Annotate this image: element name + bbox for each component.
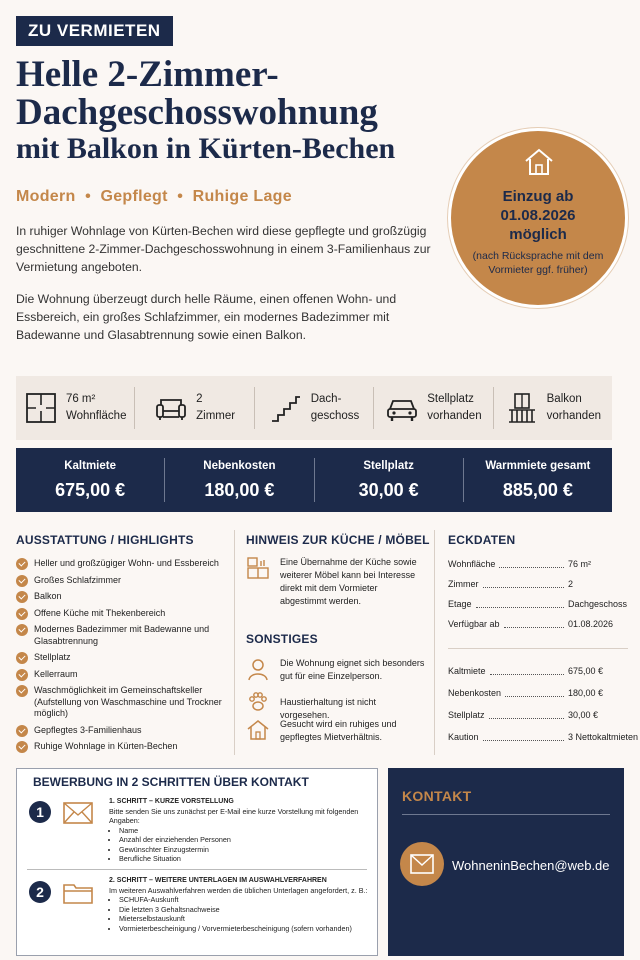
price-value: 180,00 € xyxy=(204,480,275,500)
price-value: 675,00 € xyxy=(55,480,126,500)
misc-item xyxy=(246,718,426,744)
feature-bar xyxy=(16,376,612,440)
contact-email-link[interactable]: WohneninBechen@web.de xyxy=(452,858,610,873)
kitchen-note xyxy=(246,556,426,608)
sofa-icon xyxy=(154,391,188,425)
feature-area xyxy=(16,387,135,429)
highlights-heading: AUSSTATTUNG / HIGHLIGHTS xyxy=(16,533,194,547)
misc-text: Haustierhaltung ist nicht vorgesehen. xyxy=(280,697,377,720)
price-label: Kaltmiete xyxy=(64,460,117,472)
price-label: Warmmiete gesamt xyxy=(485,460,591,472)
price-label: Nebenkosten xyxy=(203,460,276,472)
feature-floor-line-1: Dach- xyxy=(310,393,342,405)
price-parking xyxy=(315,458,464,502)
step-2-list xyxy=(119,895,369,933)
step-number-1: 1 xyxy=(29,801,51,823)
key-data-divider xyxy=(448,648,628,649)
check-icon xyxy=(16,685,28,697)
feature-parking-line-2: vorhanden xyxy=(427,410,482,422)
highlights-list xyxy=(16,558,226,758)
stairs-icon xyxy=(269,391,303,425)
price-value: 30,00 € xyxy=(358,480,419,500)
key-data-row: Zimmer 2 xyxy=(448,579,574,589)
check-icon xyxy=(16,591,28,603)
key-data-group-2 xyxy=(448,660,639,748)
check-icon xyxy=(16,608,28,620)
step-2-title: 2. SCHRITT – WEITERE UNTERLAGEN IM AUSWAHLVERFAHREN xyxy=(109,877,327,884)
house-icon xyxy=(246,718,270,742)
feature-parking-line-1: Stellplatz xyxy=(427,393,474,405)
feature-parking xyxy=(374,387,493,429)
step-number-2: 2 xyxy=(29,881,51,903)
list-item: Kellerraum xyxy=(16,669,226,681)
move-in-line-1: Einzug ab xyxy=(502,188,574,205)
feature-rooms-label: Zimmer xyxy=(196,410,236,422)
list-item: • Vormieterbescheinigung / Vorvermieterbescheinigung (sofern vorhanden) xyxy=(119,924,369,934)
check-icon xyxy=(16,669,28,681)
price-warm-rent xyxy=(464,458,612,502)
application-box xyxy=(16,768,378,956)
list-item: • Mieterselbstauskunft xyxy=(119,914,369,924)
column-divider xyxy=(234,530,235,755)
list-item: • Berufliche Situation xyxy=(119,854,369,864)
car-icon xyxy=(385,391,419,425)
list-item: • Gewünschter Einzugstermin xyxy=(119,845,369,855)
key-data-row: Etage Dachgeschoss xyxy=(448,599,628,609)
move-in-note: (nach Rücksprache mit dem Vormieter ggf. früher) xyxy=(472,250,604,276)
feature-rooms xyxy=(135,387,254,429)
move-in-date: 01.08.2026 xyxy=(500,207,576,224)
key-data-row: Kaltmiete 675,00 € xyxy=(448,666,604,676)
list-item: Gepflegtes 3-Familienhaus xyxy=(16,725,226,737)
misc-heading: SONSTIGES xyxy=(246,632,318,646)
list-item: Ruhige Wohnlage in Kürten-Bechen xyxy=(16,741,226,753)
feature-balcony-line-1: Balkon xyxy=(546,393,582,405)
list-item: • Name xyxy=(119,826,369,836)
check-icon xyxy=(16,725,28,737)
intro-paragraph-1: In ruhiger Wohnlage von Kürten-Bechen wird diese gepflegte und großzügig geschnittene 2-Zimmer-Dachgeschosswohnung in einem 3-Familienhaus zur Vermietung angeboten. xyxy=(16,224,431,274)
list-item: • Anzahl der einziehenden Personen xyxy=(119,835,369,845)
house-icon xyxy=(523,147,555,177)
list-item: Heller und großzügiger Wohn- und Essbereich xyxy=(16,558,226,570)
price-label: Stellplatz xyxy=(363,460,414,472)
misc-text: Die Wohnung eignet sich besonders gut für eine Einzelperson. xyxy=(280,658,425,681)
feature-balcony xyxy=(494,387,612,429)
move-in-line-3: möglich xyxy=(509,226,567,243)
paw-icon xyxy=(246,690,270,714)
feature-balcony-line-2: vorhanden xyxy=(546,410,601,422)
page-title xyxy=(16,56,436,166)
step-divider xyxy=(27,869,367,870)
rent-badge: ZU VERMIETEN xyxy=(16,16,173,46)
folder-icon xyxy=(63,881,93,905)
list-item: • Die letzten 3 Gehaltsnachweise xyxy=(119,905,369,915)
mail-icon-circle xyxy=(400,842,444,886)
envelope-icon xyxy=(63,801,93,825)
step-2 xyxy=(109,876,369,933)
move-in-badge xyxy=(448,128,628,308)
list-item: • SCHUFA-Auskunft xyxy=(119,895,369,905)
application-heading: BEWERBUNG IN 2 SCHRITTEN ÜBER KONTAKT xyxy=(33,775,309,789)
title-line-1: Helle 2-Zimmer- xyxy=(16,54,279,95)
kitchen-icon xyxy=(246,556,270,580)
kitchen-text: Eine Übernahme der Küche sowie weiterer Möbel kann bei Interesse direkt mit dem Vormieter abgestimmt werden. xyxy=(280,557,417,606)
feature-area-value: 76 m² xyxy=(65,393,96,405)
key-data-row: Wohnfläche 76 m² xyxy=(448,559,592,569)
title-line-2: Dachgeschosswohnung xyxy=(16,92,378,133)
check-icon xyxy=(16,558,28,570)
list-item: Offene Küche mit Thekenbereich xyxy=(16,608,226,620)
step-2-text: Im weiteren Auswahlverfahren werden die üblichen Unterlagen angefordert, z. B.: xyxy=(109,885,368,895)
feature-floor xyxy=(255,387,374,429)
contact-heading: KONTAKT xyxy=(402,788,472,804)
subtitle: Modern • Gepflegt • Ruhige Lage xyxy=(16,188,292,205)
feature-area-label: Wohnfläche xyxy=(65,410,127,422)
check-icon xyxy=(16,741,28,753)
kitchen-heading: HINWEIS ZUR KÜCHE / MÖBEL xyxy=(246,533,430,547)
list-item: Stellplatz xyxy=(16,652,226,664)
key-data-row: Verfügbar ab 01.08.2026 xyxy=(448,619,614,629)
title-line-3: mit Balkon in Kürten-Bechen xyxy=(16,132,396,165)
envelope-icon xyxy=(410,854,434,874)
list-item: Modernes Badezimmer mit Badewanne und Glasabtrennung xyxy=(16,624,226,647)
floorplan-icon xyxy=(24,391,58,425)
list-item: Großes Schlafzimmer xyxy=(16,575,226,587)
column-divider xyxy=(434,530,435,755)
price-cold-rent xyxy=(16,458,165,502)
step-1-title: 1. SCHRITT – KURZE VORSTELLUNG xyxy=(109,798,234,805)
step-1 xyxy=(109,797,369,864)
price-value: 885,00 € xyxy=(502,480,573,500)
contact-divider xyxy=(402,814,610,815)
price-utilities xyxy=(165,458,314,502)
contact-box xyxy=(388,768,624,956)
list-item: Waschmöglichkeit im Gemeinschaftskeller (Aufstellung von Waschmaschine und Trockner möglich) xyxy=(16,685,226,720)
step-1-list xyxy=(119,826,369,864)
balcony-icon xyxy=(505,391,539,425)
key-data-row: Nebenkosten 180,00 € xyxy=(448,688,604,698)
feature-floor-line-2: geschoss xyxy=(310,410,360,422)
key-data-heading: ECKDATEN xyxy=(448,533,516,547)
person-icon xyxy=(246,657,270,681)
intro-paragraph-2: Die Wohnung überzeugt durch helle Räume, einen offenen Wohn- und Essbereich, ein großes Schlafzimmer, ein modernes Badezimmer mit Badewanne und Glasabtrennung sowie einen Balkon. xyxy=(16,292,397,342)
check-icon xyxy=(16,652,28,664)
list-item: Balkon xyxy=(16,591,226,603)
price-bar xyxy=(16,448,612,512)
check-icon xyxy=(16,624,28,636)
check-icon xyxy=(16,575,28,587)
feature-rooms-value: 2 xyxy=(196,393,203,405)
key-data-row: Kaution 3 Nettokaltmieten xyxy=(448,732,639,742)
misc-text: Gesucht wird ein ruhiges und gepflegtes Mietverhältnis. xyxy=(280,719,397,742)
misc-item xyxy=(246,657,426,683)
step-1-text: Bitte senden Sie uns zunächst per E-Mail eine kurze Vorstellung mit folgenden Angaben: xyxy=(109,806,359,825)
key-data-group-1 xyxy=(448,554,636,634)
key-data-row: Stellplatz 30,00 € xyxy=(448,710,599,720)
